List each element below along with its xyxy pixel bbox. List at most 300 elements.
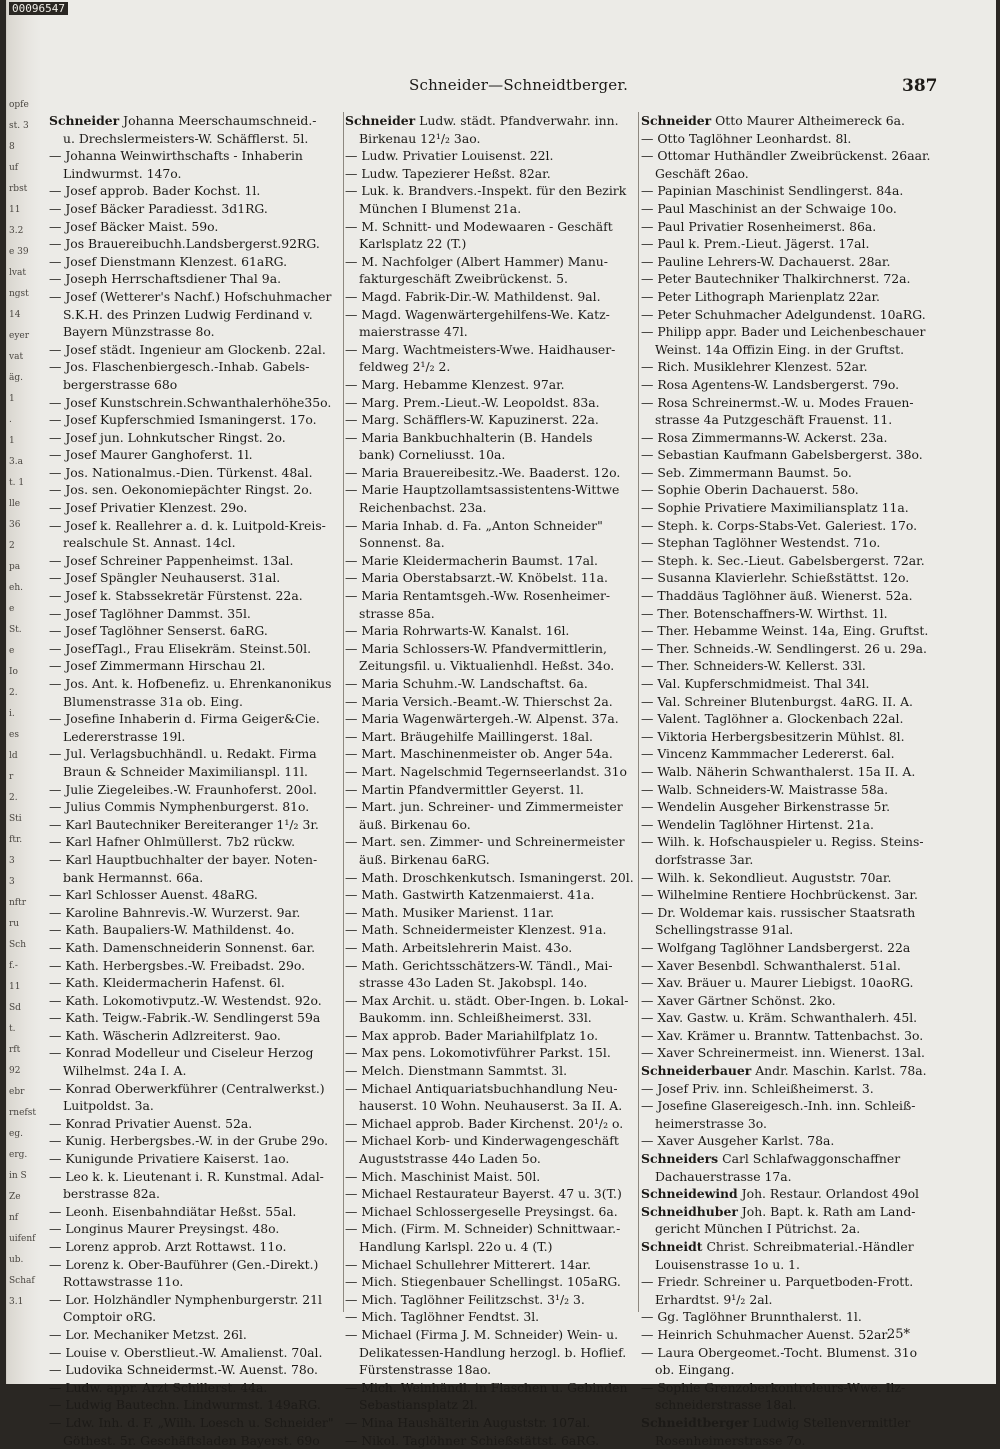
directory-entry-line: — Maria Schlossers-W. Pfandvermittlerin, [345, 640, 607, 656]
directory-entry-line: Karlsplatz 22 (T.) [359, 236, 467, 252]
directory-entry-line: — Valent. Taglöhner a. Glockenbach 22al. [641, 711, 904, 727]
directory-entry-line: ob. Eingang. [655, 1362, 735, 1378]
directory-entry-line: — Josef jun. Lohnkutscher Ringst. 2o. [49, 429, 286, 445]
directory-entry-line: — Heinrich Schuhmacher Auenst. 52ar. [641, 1326, 890, 1342]
directory-entry-line: — Ther. Schneiders-W. Kellerst. 33l. [641, 658, 866, 674]
directory-entry-line: Baukomm. inn. Schleißheimerst. 33l. [359, 1010, 592, 1026]
directory-entry-line: — Math. Gerichtsschätzers-W. Tändl., Mai- [345, 957, 613, 973]
directory-entry-line: — Mich. Weinhändl. in Flaschen u. Gebinden [345, 1379, 628, 1395]
directory-entry-line: — Marie Kleidermacherin Baumst. 17al. [345, 552, 598, 568]
directory-entry-line: — Max approb. Bader Mariahilfplatz 1o. [345, 1027, 599, 1043]
directory-entry-line: — Mart. jun. Schreiner- und Zimmermeister [345, 799, 623, 815]
directory-entry-line: — Steph. k. Corps-Stabs-Vet. Galeriest. 17o. [641, 517, 918, 533]
directory-entry-line: berstrasse 82a. [63, 1186, 160, 1202]
column-rule [343, 112, 344, 1312]
directory-entry-line: strasse 43o Laden St. Jakobspl. 14o. [359, 975, 588, 991]
directory-entry-line: — Josef Kunstschrein.Schwanthalerhöhe35o. [49, 394, 332, 410]
directory-entry-line: — Max pens. Lokomotivführer Parkst. 15l. [345, 1045, 611, 1061]
directory-entry-line: — Josefine Inhaberin d. Firma Geiger&Cie. [49, 711, 320, 727]
column-rule [638, 112, 639, 1312]
directory-entry-line: — Josef Maurer Ganghoferst. 1l. [49, 447, 253, 463]
margin-fragment: ebr [9, 1087, 25, 1097]
directory-entry-line: — Xaver Besenbdl. Schwanthalerst. 51al. [641, 957, 901, 973]
directory-entry-line: — Jul. Verlagsbuchhändl. u. Redakt. Firma [49, 746, 317, 762]
directory-entry-line: — Gg. Taglöhner Brunnthalerst. 1l. [641, 1309, 862, 1325]
directory-entry-line: gericht München I Pütrichst. 2a. [655, 1221, 861, 1237]
margin-fragment: opfe [9, 100, 29, 110]
margin-fragment: es [9, 730, 19, 740]
directory-entry-line: — M. Schnitt- und Modewaaren - Geschäft [345, 218, 613, 234]
surname-heading: Schneiders [641, 1151, 719, 1167]
margin-fragment: t. [9, 1024, 16, 1034]
directory-entry-line: — Mich. Taglöhner Fendtst. 3l. [345, 1309, 540, 1325]
directory-entry-line: — Ottomar Huthändler Zweibrückenst. 26aar. [641, 148, 931, 164]
margin-fragment: ld [9, 751, 18, 761]
margin-fragment: 14 [9, 310, 21, 320]
directory-entry-line: Schneiders Carl Schlafwaggonschaffner [641, 1151, 901, 1167]
margin-fragment: rbst [9, 184, 28, 194]
margin-fragment: 3.2 [9, 226, 24, 236]
margin-fragment: vat [9, 352, 24, 362]
directory-entry-line: — Viktoria Herbergsbesitzerin Mühlst. 8l. [641, 728, 905, 744]
margin-fragment: 8 [9, 142, 15, 152]
directory-entry-line: S.K.H. des Prinzen Ludwig Ferdinand v. [63, 306, 313, 322]
margin-fragment: i. [9, 709, 15, 719]
margin-fragment: eyer [9, 331, 30, 341]
surname-heading: Schneider [345, 113, 416, 128]
directory-entry-line: — Jos Brauereibuchh.Landsbergerst.92RG. [49, 236, 320, 252]
directory-entry-line: — Ludw. Privatier Louisenst. 22l. [345, 148, 554, 164]
directory-entry-line: Göthest. 5r. Geschäftsladen Bayerst. 69o [63, 1432, 320, 1448]
directory-entry-line: — Dr. Woldemar kais. russischer Staatsrath [641, 904, 916, 920]
directory-entry-line: Schellingstrasse 91al. [655, 922, 794, 938]
margin-fragment: f.- [9, 961, 18, 971]
margin-fragment: lvat [9, 268, 26, 278]
directory-entry-line: — Xaver Gärtner Schönst. 2ko. [641, 992, 836, 1008]
margin-fragment: ngst [9, 289, 29, 299]
directory-entry-line: — JosefTagl., Frau Elisekräm. Steinst.50l. [49, 640, 312, 656]
directory-entry-line: — Wilh. k. Sekondlieut. Auguststr. 70ar. [641, 869, 892, 885]
directory-entry-line: — Xav. Bräuer u. Maurer Liebigst. 10aoRG. [641, 975, 914, 991]
directory-entry-line: — Maria Inhab. d. Fa. „Anton Schneider" [345, 517, 603, 533]
directory-entry-line: Rottawstrasse 11o. [63, 1274, 184, 1290]
directory-entry-line: — Mart. Maschinenmeister ob. Anger 54a. [345, 746, 613, 762]
directory-entry-line: — Michael (Firma J. M. Schneider) Wein- u. [345, 1326, 619, 1342]
margin-fragment: rft [9, 1045, 21, 1055]
directory-entry-line: — Susanna Klavierlehr. Schießstättst. 12o. [641, 570, 910, 586]
directory-entry-line: Schneidt Christ. Schreibmaterial.-Händler [641, 1239, 914, 1254]
directory-entry-line: Weinst. 14a Offizin Eing. in der Gruftst. [655, 341, 905, 357]
margin-fragment: Schaf [9, 1276, 35, 1286]
directory-entry-line: — Wilhelmine Rentiere Hochbrückenst. 3ar. [641, 887, 918, 903]
margin-fragment: ru [9, 919, 20, 929]
margin-fragment: Ze [9, 1192, 21, 1202]
margin-fragment: lle [9, 499, 21, 509]
directory-entry-line: — Josef k. Reallehrer a. d. k. Luitpold-Kreis- [49, 517, 326, 533]
directory-entry-line: — Ludw. appr. Arzt Schillerst. 44a. [49, 1379, 268, 1395]
surname-heading: Schneiderbauer [641, 1063, 752, 1079]
directory-entry-line: Schneider Ludw. städt. Pfandverwahr. inn. [345, 113, 619, 128]
directory-entry-line: — Michael Restaurateur Bayerst. 47 u. 3(T.) [345, 1186, 622, 1202]
directory-entry-line: — Rosa Schreinermst.-W. u. Modes Frauen- [641, 394, 914, 410]
margin-fragment: st. 3 [9, 121, 29, 131]
page-header [7, 76, 997, 100]
directory-entry-line: Delikatessen-Handlung herzogl. b. Hoflief. [359, 1344, 627, 1360]
margin-fragment: rnefst [9, 1108, 36, 1118]
surname-heading: Schneider [49, 113, 120, 128]
directory-entry-line: Schneidtberger Ludwig Stellenvermittler [641, 1414, 911, 1430]
directory-entry-line: — Val. Schreiner Blutenburgst. 4aRG. II. A. [641, 693, 913, 709]
directory-entry-line: — Lor. Holzhändler Nymphenburgerstr. 21l [49, 1291, 322, 1307]
directory-entry-line: — Kunigunde Privatiere Kaiserst. 1ao. [49, 1151, 290, 1167]
directory-entry-line: Sebastiansplatz 2l. [359, 1397, 478, 1413]
directory-entry-line: Lindwurmst. 147o. [63, 165, 182, 181]
directory-entry-line: — Walb. Näherin Schwanthalerst. 15a II. A. [641, 763, 916, 779]
directory-entry-line: — Josef (Wetterer's Nachf.) Hofschuhmacher [49, 288, 332, 304]
directory-entry-line: Birkenau 12¹/₂ 3ao. [359, 130, 481, 146]
margin-fragment: eg. [9, 1129, 23, 1139]
directory-entry-line: — Josef Taglöhner Dammst. 35l. [49, 605, 251, 621]
directory-entry-line: — Kath. Baupaliers-W. Mathildenst. 4o. [49, 922, 295, 938]
directory-entry-line: — Peter Schuhmacher Adelgundenst. 10aRG. [641, 306, 926, 322]
directory-entry-line: Geschäft 26ao. [655, 165, 749, 181]
directory-entry-line: realschule St. Annast. 14cl. [63, 535, 236, 551]
column-right [641, 112, 933, 1449]
margin-fragment: Sd [9, 1003, 21, 1013]
directory-entry-line: — Vincenz Kammmacher Ledererst. 6al. [641, 746, 895, 762]
margin-fragment: erg. [9, 1150, 28, 1160]
directory-entry-line: — Math. Schneidermeister Klenzest. 91a. [345, 922, 607, 938]
margin-fragment: pa [9, 562, 21, 572]
directory-entry-line: — Otto Taglöhner Leonhardst. 8l. [641, 130, 852, 146]
directory-entry-line: bank) Corneliusst. 10a. [359, 447, 506, 463]
directory-entry-line: dorfstrasse 3ar. [655, 851, 754, 867]
directory-entry-line: — Magd. Fabrik-Dir.-W. Mathildenst. 9al. [345, 288, 601, 304]
directory-entry-line: — Friedr. Schreiner u. Parquetboden-Frott. [641, 1274, 914, 1290]
directory-entry-line: — Leo k. k. Lieutenant i. R. Kunstmal. Adal- [49, 1168, 324, 1184]
directory-entry-line: — Mart. Bräugehilfe Maillingerst. 18al. [345, 728, 593, 744]
directory-entry-line: — Rich. Musiklehrer Klenzest. 52ar. [641, 359, 868, 375]
directory-entry-line: bergerstrasse 68o [63, 376, 178, 392]
directory-entry-line: — Ludwig Bautechn. Lindwurmst. 149aRG. [49, 1397, 321, 1413]
directory-entry-line: — Kath. Kleidermacherin Hafenst. 6l. [49, 975, 285, 991]
directory-entry-line: — Jos. Nationalmus.-Dien. Türkenst. 48al. [49, 464, 313, 480]
directory-entry-line: — Karoline Bahnrevis.-W. Wurzerst. 9ar. [49, 904, 301, 920]
directory-entry-line: — Karl Bautechniker Bereiteranger 1¹/₂ 3r. [49, 816, 319, 832]
directory-entry-line: Sonnenst. 8a. [359, 535, 445, 551]
margin-fragment: e 39 [9, 247, 29, 257]
directory-entry-line: — Michael Antiquariatsbuchhandlung Neu- [345, 1080, 618, 1096]
directory-entry-line: — Philipp appr. Bader und Leichenbeschauer [641, 324, 926, 340]
directory-entry-line: Schneider Otto Maurer Altheimereck 6a. [641, 113, 905, 128]
directory-entry-line: — Kunig. Herbergsbes.-W. in der Grube 29o. [49, 1133, 329, 1149]
margin-fragment: e [9, 646, 15, 656]
directory-entry-line: — Josef Priv. inn. Schleißheimerst. 3. [641, 1080, 874, 1096]
margin-fragment: Sch [9, 940, 27, 950]
directory-entry-line: — Josef Taglöhner Senserst. 6aRG. [49, 623, 268, 639]
directory-entry-line: strasse 4a Putzgeschäft Frauenst. 11. [655, 412, 893, 428]
margin-fragment: Io [9, 667, 18, 677]
directory-entry-line: Dachauerstrasse 17a. [655, 1168, 792, 1184]
directory-entry-line: — Konrad Oberwerkführer (Centralwerkst.) [49, 1080, 325, 1096]
directory-entry-line: — Louise v. Oberstlieut.-W. Amalienst. 70al. [49, 1344, 323, 1360]
directory-entry-line: — Josef k. Stabssekretär Fürstenst. 22a. [49, 588, 303, 604]
directory-entry-line: — Maria Oberstabsarzt.-W. Knöbelst. 11a. [345, 570, 608, 586]
directory-entry-line: — Longinus Maurer Preysingst. 48o. [49, 1221, 280, 1237]
directory-entry-line: — Maria Rohrwarts-W. Kanalst. 16l. [345, 623, 570, 639]
directory-entry-line: Schneider Johanna Meerschaumschneid.- [49, 113, 317, 128]
margin-fragment: 11 [9, 982, 21, 992]
directory-entry-line: maierstrasse 47l. [359, 324, 468, 340]
directory-entry-line: fakturgeschäft Zweibrückenst. 5. [359, 271, 568, 287]
directory-entry-line: Blumenstrasse 31a ob. Eing. [63, 693, 243, 709]
margin-fragment: . [9, 415, 12, 425]
directory-entry-line: — Xaver Schreinermeist. inn. Wienerst. 13al. [641, 1045, 925, 1061]
directory-entry-line: Fürstenstrasse 18ao. [359, 1362, 492, 1378]
directory-entry-line: — Mart. Nagelschmid Tegernseerlandst. 31o [345, 763, 627, 779]
margin-fragment: 1 [9, 394, 15, 404]
margin-fragment: 3.1 [9, 1297, 24, 1307]
margin-fragment: äg. [9, 373, 23, 383]
directory-entry-line: — Lorenz k. Ober-Bauführer (Gen.-Direkt.) [49, 1256, 319, 1272]
directory-entry-line: — Josefine Glasereigesch.-Inh. inn. Schleiß- [641, 1098, 916, 1114]
directory-entry-line: — Karl Hauptbuchhalter der bayer. Noten- [49, 851, 318, 867]
directory-entry-line: — Seb. Zimmermann Baumst. 5o. [641, 464, 852, 480]
directory-entry-line: — Karl Schlosser Auenst. 48aRG. [49, 887, 258, 903]
surname-heading: Schneidtberger [641, 1414, 749, 1430]
directory-entry-line: — Sebastian Kaufmann Gabelsbergerst. 38o. [641, 447, 923, 463]
directory-entry-line: — Mich. Maschinist Maist. 50l. [345, 1168, 541, 1184]
directory-entry-line: — Papinian Maschinist Sendlingerst. 84a. [641, 183, 904, 199]
margin-fragment: 3.a [9, 457, 23, 467]
margin-fragment: St. [9, 625, 22, 635]
directory-entry-line: — Leonh. Eisenbahndiätar Heßst. 55al. [49, 1203, 297, 1219]
directory-entry-line: — Magd. Wagenwärtergehilfens-We. Katz- [345, 306, 610, 322]
directory-entry-line: — Wilh. k. Hofschauspieler u. Regiss. Steins- [641, 834, 924, 850]
directory-entry-line: — Val. Kupferschmidmeist. Thal 34l. [641, 676, 870, 691]
directory-entry-line: — Kath. Lokomotivputz.-W. Westendst. 92o. [49, 992, 322, 1008]
margin-fragment: Sti [9, 814, 22, 824]
directory-entry-line: Schneiderbauer Andr. Maschin. Karlst. 78a. [641, 1063, 927, 1079]
margin-fragment: in S [9, 1171, 27, 1181]
directory-entry-line: — Wolfgang Taglöhner Landsbergerst. 22a [641, 939, 911, 955]
directory-entry-line: — Wendelin Ausgeher Birkenstrasse 5r. [641, 799, 891, 815]
margin-fragment: nf [9, 1213, 19, 1223]
margin-fragment: 3 [9, 856, 15, 866]
directory-entry-line: — Josef Schreiner Pappenheimst. 13al. [49, 552, 294, 568]
directory-entry-line: Reichenbachst. 23a. [359, 500, 487, 516]
margin-fragment: 2. [9, 688, 18, 698]
directory-entry-line: — Paul Maschinist an der Schwaige 10o. [641, 200, 897, 216]
margin-fragment: nftr [9, 898, 27, 908]
directory-entry-line: — Xav. Gastw. u. Kräm. Schwanthalerh. 45l. [641, 1010, 918, 1026]
directory-entry-line: — Josef Dienstmann Klenzest. 61aRG. [49, 253, 288, 269]
margin-fragment: 11 [9, 205, 21, 215]
directory-entry-line: — Math. Droschkenkutsch. Ismaningerst. 20l. [345, 869, 634, 885]
directory-entry-line: — Josef Privatier Klenzest. 29o. [49, 500, 248, 516]
directory-entry-line: — Sophie Grenzoberkontroleurs-Wwe. Ilz- [641, 1379, 906, 1395]
margin-fragment: uifenf [9, 1234, 36, 1244]
directory-entry-line: — Ther. Botenschaffners-W. Wirthst. 1l. [641, 605, 888, 621]
directory-entry-line: — Pauline Lehrers-W. Dachauerst. 28ar. [641, 253, 891, 269]
directory-entry-line: Schneidhuber Joh. Bapt. k. Rath am Land- [641, 1203, 916, 1219]
directory-entry-line: — M. Nachfolger (Albert Hammer) Manu- [345, 253, 608, 269]
directory-entry-line: — Math. Gastwirth Katzenmaierst. 41a. [345, 887, 595, 903]
directory-entry-line: — Xav. Krämer u. Branntw. Tattenbachst. 3o. [641, 1027, 924, 1043]
running-head: Schneider—Schneidtberger. [409, 76, 629, 94]
margin-fragment: e [9, 604, 15, 614]
directory-entry-line: Luitpoldst. 3a. [63, 1098, 154, 1114]
directory-entry-line: — Rosa Zimmermanns-W. Ackerst. 23a. [641, 429, 888, 445]
directory-entry-line: — Lorenz approb. Arzt Rottawst. 11o. [49, 1239, 287, 1254]
directory-entry-line: u. Drechslermeisters-W. Schäfflerst. 5l. [63, 130, 309, 146]
directory-entry-line: — Math. Musiker Marienst. 11ar. [345, 904, 555, 920]
directory-entry-line: — Ther. Hebamme Weinst. 14a, Eing. Gruftst. [641, 623, 929, 639]
margin-fragment: 3 [9, 877, 15, 887]
scan-stamp: 00096547 [9, 2, 68, 15]
directory-entry-line: — Josef Kupferschmied Ismaningerst. 17o. [49, 412, 317, 428]
directory-entry-line: — Maria Bankbuchhalterin (B. Handels [345, 429, 593, 445]
directory-entry-line: — Mart. sen. Zimmer- und Schreinermeister [345, 834, 625, 850]
directory-entry-line: — Math. Arbeitslehrerin Maist. 43o. [345, 939, 573, 955]
directory-entry-line: — Marg. Schäfflers-W. Kapuzinerst. 22a. [345, 412, 599, 428]
surname-heading: Schneidewind [641, 1186, 738, 1202]
directory-entry-line: — Mich. Taglöhner Feilitzschst. 3¹/₂ 3. [345, 1291, 585, 1307]
directory-entry-line: Handlung Karlspl. 22o u. 4 (T.) [359, 1239, 553, 1254]
margin-fragment: 92 [9, 1066, 21, 1076]
margin-fragment: 36 [9, 520, 21, 530]
surname-heading: Schneidt [641, 1239, 703, 1254]
margin-fragment: ub. [9, 1255, 24, 1265]
directory-entry-line: schneiderstrasse 18al. [655, 1397, 797, 1413]
directory-entry-line: — Mich. (Firm. M. Schneider) Schnittwaar.- [345, 1221, 621, 1237]
directory-entry-line: — Marg. Prem.-Lieut.-W. Leopoldst. 83a. [345, 394, 600, 410]
directory-entry-line: — Stephan Taglöhner Westendst. 71o. [641, 535, 881, 551]
directory-entry-line: Wilhelmst. 24a I. A. [63, 1063, 187, 1079]
directory-entry-line: — Lor. Mechaniker Metzst. 26l. [49, 1326, 247, 1342]
directory-entry-line: — Steph. k. Sec.-Lieut. Gabelsbergerst. 72ar. [641, 552, 925, 568]
signature-mark: 25* [887, 1327, 911, 1342]
directory-entry-line: — Xaver Ausgeher Karlst. 78a. [641, 1133, 835, 1149]
directory-entry-line: — Kath. Teigw.-Fabrik.-W. Sendlingerst 59a [49, 1010, 321, 1026]
directory-entry-line: feldweg 2¹/₂ 2. [359, 359, 451, 375]
directory-entry-line: — Kath. Wäscherin Adlzreiterst. 9ao. [49, 1027, 281, 1043]
directory-entry-line: — Michael approb. Bader Kirchenst. 20¹/₂ o. [345, 1115, 624, 1131]
page-number: 387 [902, 76, 938, 96]
directory-entry-line: — Rosa Agentens-W. Landsbergerst. 79o. [641, 376, 900, 392]
directory-entry-line: Schneidewind Joh. Restaur. Orlandost 49ol [641, 1186, 919, 1202]
directory-entry-line: — Maria Rentamtsgeh.-Ww. Rosenheimer- [345, 588, 611, 604]
directory-entry-line: — Michael Korb- und Kinderwagengeschäft [345, 1133, 619, 1149]
directory-entry-line: — Laura Obergeomet.-Tocht. Blumenst. 31o [641, 1344, 918, 1360]
directory-entry-line: — Maria Brauereibesitz.-We. Baaderst. 12o. [345, 464, 621, 480]
directory-entry-line: — Marg. Hebamme Klenzest. 97ar. [345, 376, 565, 392]
surname-heading: Schneidhuber [641, 1203, 738, 1219]
directory-entry-line: — Sophie Privatiere Maximiliansplatz 11a. [641, 500, 909, 516]
directory-entry-line: — Josef Zimmermann Hirschau 2l. [49, 658, 266, 674]
directory-entry-line: — Walb. Schneiders-W. Maistrasse 58a. [641, 781, 889, 797]
directory-entry-line: — Josef städt. Ingenieur am Glockenb. 22al. [49, 341, 326, 357]
surname-heading: Schneider [641, 113, 712, 128]
directory-entry-line: Ledererstrasse 19l. [63, 728, 186, 744]
directory-entry-line: — Maria Schuhm.-W. Landschaftst. 6a. [345, 676, 588, 691]
directory-entry-line: — Paul k. Prem.-Lieut. Jägerst. 17al. [641, 236, 870, 252]
directory-entry-line: Bayern Münzstrasse 8o. [63, 324, 215, 340]
directory-entry-line: hauserst. 10 Wohn. Neuhauserst. 3a II. A. [359, 1098, 623, 1114]
column-middle [345, 112, 635, 1449]
directory-entry-line: — Ludovika Schneidermst.-W. Auenst. 78o. [49, 1362, 318, 1378]
directory-entry-line: — Michael Schullehrer Mitterert. 14ar. [345, 1256, 591, 1272]
directory-entry-line: — Jos. Ant. k. Hofbenefiz. u. Ehrenkanonikus [49, 676, 332, 691]
directory-entry-line: — Josef Bäcker Paradiesst. 3d1RG. [49, 200, 268, 216]
directory-entry-line: — Johanna Weinwirthschafts - Inhaberin [49, 148, 303, 164]
margin-fragment: eh. [9, 583, 23, 593]
directory-entry-line: — Nikol. Taglöhner Schießstättst. 6aRG. [345, 1432, 600, 1448]
directory-entry-line: Zeitungsfil. u. Viktualienhdl. Heßst. 34o. [359, 658, 615, 674]
directory-entry-line: — Jos. sen. Oekonomiepächter Ringst. 2o. [49, 482, 313, 498]
directory-entry-line: — Josef Bäcker Maist. 59o. [49, 218, 219, 234]
margin-fragment: ftr. [9, 835, 23, 845]
directory-page [6, 0, 996, 1448]
directory-entry-line: äuß. Birkenau 6o. [359, 816, 471, 832]
directory-entry-line: — Julius Commis Nymphenburgerst. 81o. [49, 799, 310, 815]
directory-entry-line: — Mich. Stiegenbauer Schellingst. 105aRG. [345, 1274, 621, 1290]
directory-entry-line: — Wendelin Taglöhner Hirtenst. 21a. [641, 816, 874, 832]
margin-fragment: 2 [9, 541, 15, 551]
directory-entry-line: Comptoir oRG. [63, 1309, 157, 1325]
directory-entry-line: München I Blumenst 21a. [359, 200, 522, 216]
directory-entry-line: bank Hermannst. 66a. [63, 869, 204, 885]
directory-entry-line: — Kath. Herbergsbes.-W. Freibadst. 29o. [49, 957, 306, 973]
directory-entry-line: — Maria Versich.-Beamt.-W. Thierschst 2a. [345, 693, 613, 709]
directory-entry-line: — Max Archit. u. städt. Ober-Ingen. b. Lokal- [345, 992, 629, 1008]
directory-entry-line: heimerstrasse 3o. [655, 1115, 767, 1131]
directory-entry-line: — Ludw. Tapezierer Heßst. 82ar. [345, 165, 551, 181]
directory-entry-line: — Joseph Herrschaftsdiener Thal 9a. [49, 271, 282, 287]
directory-entry-line: — Paul Privatier Rosenheimerst. 86a. [641, 218, 877, 234]
directory-entry-line: — Martin Pfandvermittler Geyerst. 1l. [345, 781, 584, 797]
directory-entry-line: — Julie Ziegeleibes.-W. Fraunhoferst. 20ol. [49, 781, 317, 797]
directory-entry-line: — Maria Wagenwärtergeh.-W. Alpenst. 37a. [345, 711, 619, 727]
margin-fragment: uf [9, 163, 19, 173]
directory-entry-line: — Jos. Flaschenbiergesch.-Inhab. Gabels- [49, 359, 310, 375]
column-left [49, 112, 341, 1449]
directory-entry-line: — Ldw. Inh. d. F. „Wilh. Loesch u. Schneider" [49, 1414, 334, 1430]
directory-entry-line: — Josef Spängler Neuhauserst. 31al. [49, 570, 281, 586]
directory-entry-line: — Mina Haushälterin Auguststr. 107al. [345, 1414, 591, 1430]
directory-entry-line: Rosenheimerstrasse 7o. [655, 1432, 806, 1448]
directory-entry-line: Erhardtst. 9¹/₂ 2al. [655, 1291, 773, 1307]
directory-entry-line: — Michael Schlossergeselle Preysingst. 6a. [345, 1203, 618, 1219]
margin-fragment: 1 [9, 436, 15, 446]
directory-entry-line: — Luk. k. Brandvers.-Inspekt. für den Bezirk [345, 183, 627, 199]
directory-entry-line: — Peter Lithograph Marienplatz 22ar. [641, 288, 880, 304]
adjacent-page-margin [7, 0, 41, 1384]
margin-fragment: 2. [9, 793, 18, 803]
directory-entry-line: äuß. Birkenau 6aRG. [359, 851, 490, 867]
directory-entry-line: — Ther. Schneids.-W. Sendlingerst. 26 u. 29a. [641, 640, 927, 656]
directory-entry-line: — Konrad Privatier Auenst. 52a. [49, 1115, 253, 1131]
directory-entry-line: — Marie Hauptzollamtsassistentens-Wittwe [345, 482, 620, 498]
directory-entry-line: — Thaddäus Taglöhner äuß. Wienerst. 52a. [641, 588, 913, 604]
margin-fragment: t. 1 [9, 478, 25, 488]
directory-entry-line: — Josef approb. Bader Kochst. 1l. [49, 183, 261, 199]
directory-entry-line: Auguststrasse 44o Laden 5o. [359, 1151, 541, 1167]
margin-fragment: r [9, 772, 14, 782]
directory-entry-line: — Peter Bautechniker Thalkirchnerst. 72a. [641, 271, 911, 287]
directory-entry-line: — Melch. Dienstmann Sammtst. 3l. [345, 1063, 568, 1079]
directory-entry-line: — Sophie Oberin Dachauerst. 58o. [641, 482, 859, 498]
